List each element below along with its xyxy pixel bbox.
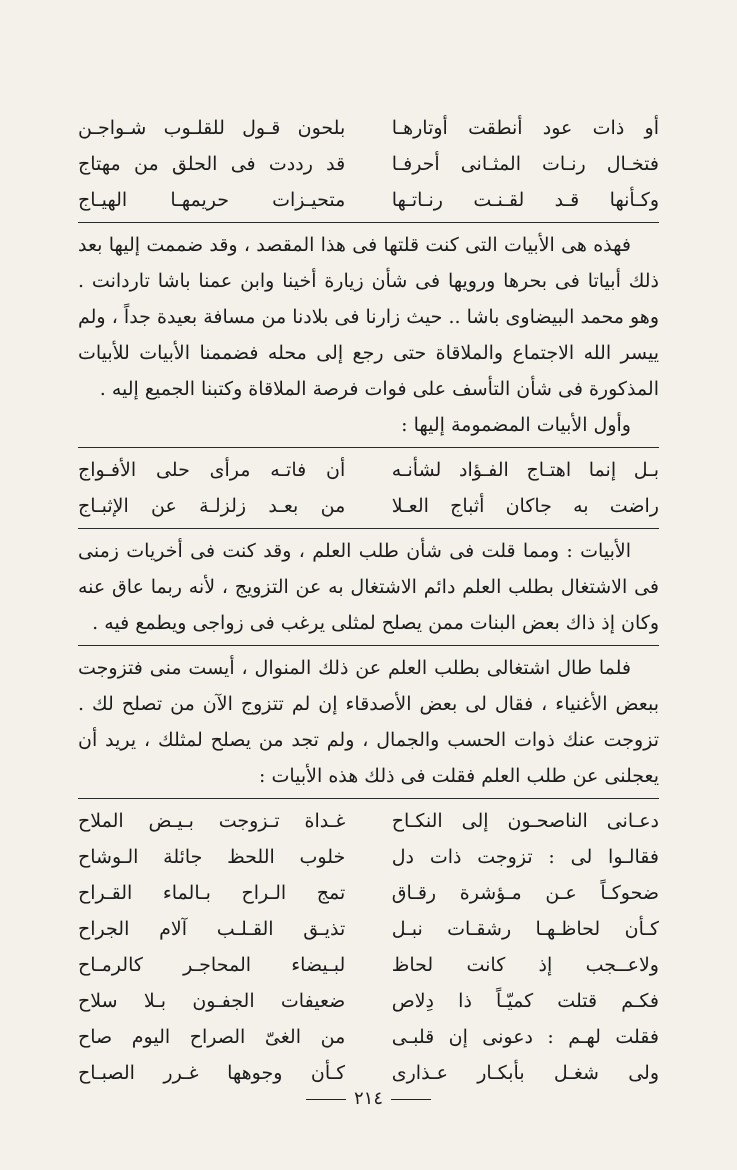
verse-first-hemistich: ولاعــجب إذ كانت لحاظ xyxy=(391,954,659,976)
verse-second-hemistich: بلحون قـول للقلـوب شـواجـن xyxy=(78,117,346,139)
verse-second-hemistich: لبـيضاء المحاجـر كالرمـاح xyxy=(78,954,346,976)
verse-line xyxy=(78,875,659,911)
verse-first-hemistich: فقالـوا لى : تزوجت ذات دل xyxy=(391,846,659,868)
verse-second-hemistich: غـداة تـزوجت بـيـض الملاح xyxy=(78,810,346,832)
page-number-value: ٢١٤ xyxy=(353,1088,383,1109)
verse-line xyxy=(78,1019,659,1055)
section-divider xyxy=(78,222,659,223)
verse-first-hemistich: راضت به جاكان أثباج العـلا xyxy=(391,495,659,517)
verse-first-hemistich: أو ذات عود أنطقت أوتارهـا xyxy=(391,117,659,139)
verse-first-hemistich: فتخـال رنـات المثـانى أحرفـا xyxy=(391,153,659,175)
paragraph-2: وأول الأبيات المضمومة إليها : xyxy=(401,414,631,436)
section-divider xyxy=(78,447,659,448)
verse-block-3 xyxy=(78,803,659,1091)
verse-line xyxy=(78,839,659,875)
verse-line xyxy=(78,488,659,524)
section-divider xyxy=(78,528,659,529)
verse-line xyxy=(78,146,659,182)
verse-first-hemistich: فكـم قتلت كميّـاً ذا دِلاص xyxy=(391,990,659,1012)
verse-line xyxy=(78,911,659,947)
verse-first-hemistich: دعـانى الناصحـون إلى النكـاح xyxy=(391,810,659,832)
verse-block-1 xyxy=(78,110,659,218)
page-number-dash xyxy=(391,1099,431,1100)
paragraph-4: فلما طال اشتغالى بطلب العلم عن ذلك المنوال ، أيست منى فتزوجت ببعض الأغنياء ، فقال لى بعض الأصدقاء إن لم تتزوج الآن من تصلح لك . تزوجت عنك ذوات الحسب والجمال ، ولم تجد من يصلح لمثلك ، يريد أن يعجلنى عن طلب العلم فقلت فى ذلك هذه الأبيات : xyxy=(78,657,659,787)
verse-line xyxy=(78,947,659,983)
verse-line xyxy=(78,983,659,1019)
paragraph-1: فهذه هى الأبيات التى كنت قلتها فى هذا المقصد ، وقد ضممت إليها بعد ذلك أبياتا فى بحرها ورويها فى شأن زيارة أخينا وابن عمنا باشا تاردانت . وهو محمد البيضاوى باشا .. حيث زارنا فى بلادنا من مسافة بعيدة جداً ، ولم ييسر الله الاجتماع والملاقاة حتى رجع إلى محله فضممنا الأبيات للأبيات المذكورة فى شأن التأسف على فوات فرصة الملاقاة وكتبنا الجميع إليه . xyxy=(78,234,659,400)
verse-second-hemistich: من الغىّ الصراح اليوم صاح xyxy=(78,1026,346,1048)
verse-line xyxy=(78,182,659,218)
verse-second-hemistich: خلوب اللحظ جائلة الـوشاح xyxy=(78,846,346,868)
verse-first-hemistich: وكـأنها قـد لقـنـت رنـاتـها xyxy=(391,189,659,211)
verse-line xyxy=(78,452,659,488)
verse-first-hemistich: كـأن لحاظـهـا رشقـات نبـل xyxy=(391,918,659,940)
paragraph-3: الأبيات : ومما قلت فى شأن طلب العلم ، وقد كنت فى أخريات زمنى فى الاشتغال بطلب العلم دائم الاشتغال به عن التزويج ، لأنه ربما عاق عنه وكان إذ ذاك بعض البنات ممن يصلح لمثلى يرغب فى زواجى ويطمع فيه . xyxy=(78,540,659,634)
verse-second-hemistich: أن فاتـه مرأى حلى الأفـواج xyxy=(78,459,346,481)
verse-second-hemistich: ضعيفات الجفـون بـلا سلاح xyxy=(78,990,346,1012)
verse-line xyxy=(78,110,659,146)
section-divider xyxy=(78,798,659,799)
verse-line xyxy=(78,803,659,839)
verse-first-hemistich: فقلت لهـم : دعونى إن قلبـى xyxy=(391,1026,659,1048)
section-divider xyxy=(78,645,659,646)
verse-second-hemistich: متحيـزات حريمهـا الهيـاج xyxy=(78,189,346,211)
verse-first-hemistich: ضحوكـاً عـن مـؤشرة رقـاق xyxy=(391,882,659,904)
page-number-dash xyxy=(306,1099,346,1100)
verse-first-hemistich: ولى شغـل بأبكـار عـذارى xyxy=(391,1062,659,1084)
verse-block-2 xyxy=(78,452,659,524)
page-number xyxy=(0,1088,737,1109)
verse-line xyxy=(78,1055,659,1091)
verse-second-hemistich: تمج الـراح بـالماء القـراح xyxy=(78,882,346,904)
page-body xyxy=(78,110,659,1091)
verse-first-hemistich: بـل إنما اهتـاج الفـؤاد لشأنـه xyxy=(391,459,659,481)
verse-second-hemistich: كـأن وجوهها غـرر الصبـاح xyxy=(78,1062,346,1084)
verse-second-hemistich: قد رددت فى الحلق من مهتاج xyxy=(78,153,346,175)
verse-second-hemistich: تذيـق القـلـب آلام الجراح xyxy=(78,918,346,940)
verse-second-hemistich: من بعـد زلزلـة عن الإثبـاج xyxy=(78,495,346,517)
